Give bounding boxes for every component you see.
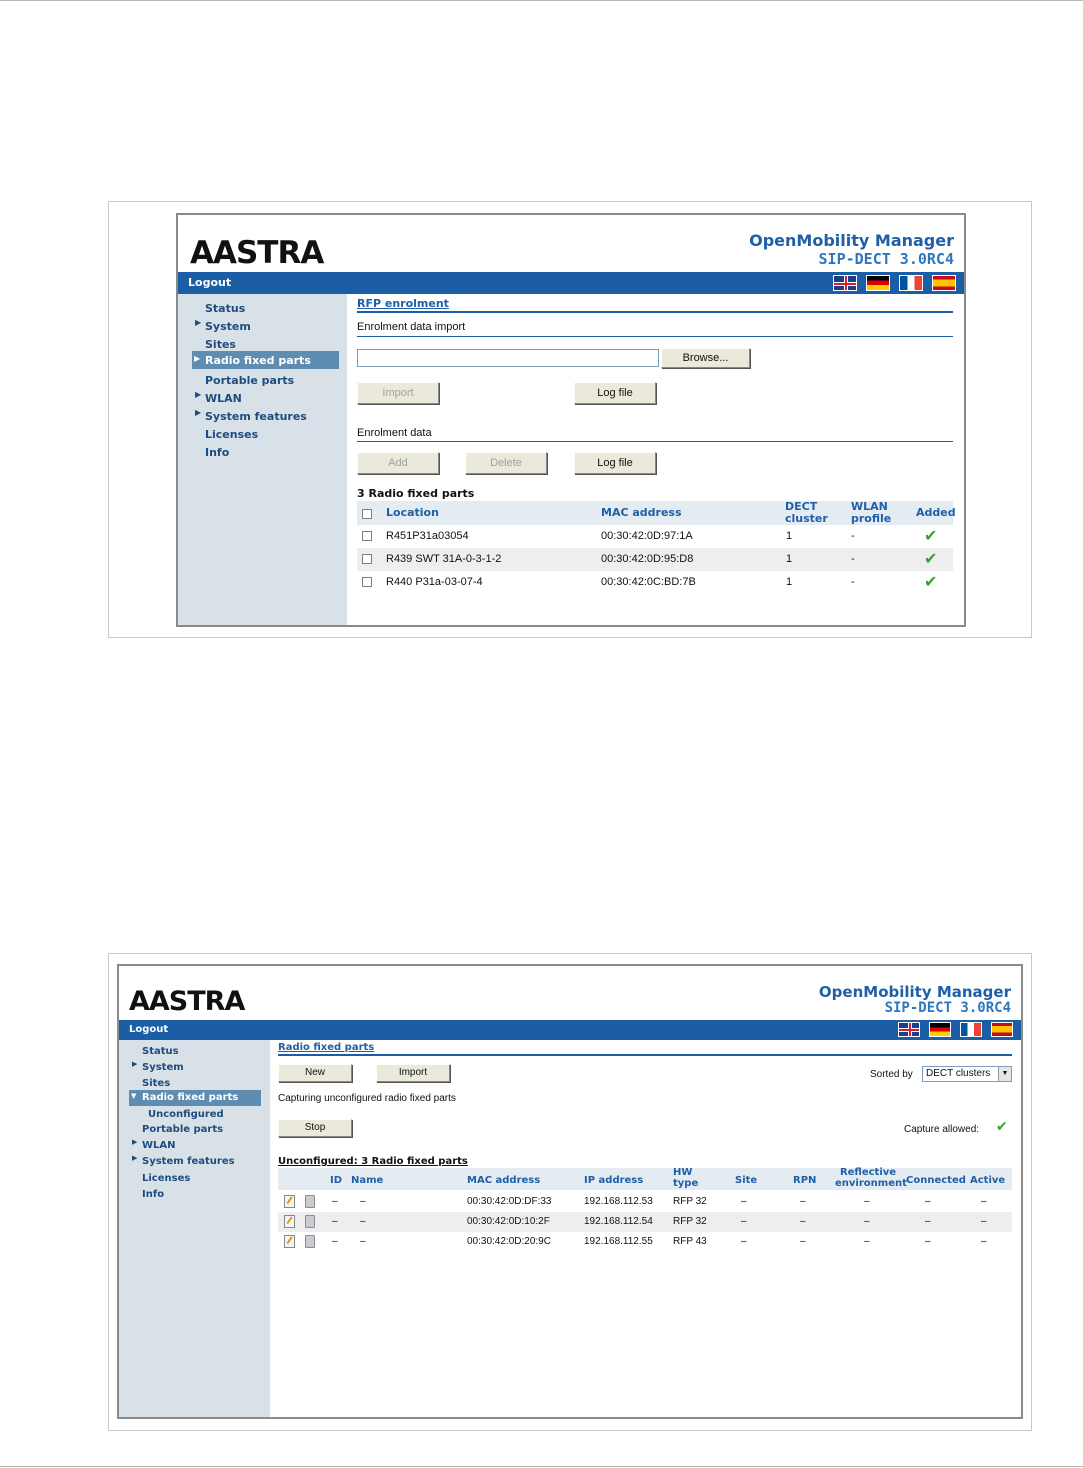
app-window-2 <box>117 964 1023 1419</box>
dect-cell: 1 <box>786 553 793 565</box>
header-bar <box>178 272 964 294</box>
site-cell: – <box>741 1216 747 1227</box>
reflective-cell: – <box>864 1236 870 1247</box>
delete-button[interactable]: Delete <box>465 452 547 474</box>
flag-es-icon[interactable] <box>991 1022 1013 1037</box>
title-divider <box>357 311 953 313</box>
data-divider <box>357 441 953 442</box>
column-header-mac[interactable]: MAC address <box>467 1175 541 1186</box>
expand-arrow-icon[interactable]: ▶ <box>132 1154 138 1162</box>
column-header-connected[interactable]: Connected <box>906 1175 966 1186</box>
column-header-rpn[interactable]: RPN <box>793 1175 817 1186</box>
column-header-wlan[interactable] <box>851 501 891 524</box>
file-path-input[interactable] <box>357 349 659 367</box>
mac-cell: 00:30:42:0D:95:D8 <box>601 553 694 565</box>
new-button[interactable]: New <box>278 1064 352 1082</box>
location-cell: R439 SWT 31A-0-3-1-2 <box>386 553 502 565</box>
screenshot-frame-1 <box>108 201 1032 638</box>
trash-icon[interactable] <box>305 1235 315 1248</box>
header-line: Reflective <box>839 1167 897 1178</box>
sidebar-item-licenses[interactable]: Licenses <box>205 428 259 441</box>
logout-link[interactable]: Logout <box>188 276 232 289</box>
logout-link[interactable]: Logout <box>129 1024 169 1035</box>
connected-cell: – <box>925 1236 931 1247</box>
expand-arrow-icon[interactable]: ▶ <box>195 390 202 399</box>
row-checkbox[interactable] <box>362 531 372 541</box>
capture-allowed-label: Capture allowed: <box>904 1124 980 1135</box>
active-cell: – <box>981 1216 987 1227</box>
active-cell: – <box>981 1236 987 1247</box>
title-divider <box>278 1054 1012 1056</box>
log-file-button[interactable]: Log file <box>574 452 656 474</box>
hw-type-cell: RFP 43 <box>673 1236 707 1247</box>
header-line: WLAN <box>851 500 888 513</box>
sort-select[interactable] <box>922 1066 1012 1082</box>
id-cell: – <box>332 1216 338 1227</box>
browse-button[interactable]: Browse... <box>661 348 750 368</box>
expand-arrow-icon[interactable]: ▶ <box>195 318 202 327</box>
stop-button[interactable]: Stop <box>278 1119 352 1137</box>
sidebar-item-system-features[interactable]: System features <box>205 410 307 423</box>
expand-arrow-icon: ▶ <box>194 354 201 363</box>
select-all-checkbox[interactable] <box>362 509 372 519</box>
header-line: environment <box>835 1177 907 1189</box>
app-version: SIP-DECT 3.0RC4 <box>884 1000 1011 1016</box>
mac-cell: 00:30:42:0C:BD:7B <box>601 576 696 588</box>
row-checkbox[interactable] <box>362 554 372 564</box>
flag-es-icon[interactable] <box>932 275 956 291</box>
enrolment-data-heading: Enrolment data <box>357 427 432 439</box>
checkmark-icon: ✔ <box>924 572 938 591</box>
location-cell: R451P31a03054 <box>386 530 469 542</box>
row-checkbox[interactable] <box>362 577 372 587</box>
sidebar-item-sites[interactable]: Sites <box>142 1078 171 1089</box>
language-flags <box>898 1022 1013 1037</box>
aastra-logo: AASTRA <box>190 235 324 271</box>
trash-icon[interactable] <box>305 1215 315 1228</box>
sidebar-item-status[interactable]: Status <box>205 302 246 315</box>
import-button[interactable]: Import <box>357 382 439 404</box>
header-line: type <box>673 1177 699 1189</box>
dect-cell: 1 <box>786 576 793 588</box>
site-cell: – <box>741 1236 747 1247</box>
sidebar-item-sites[interactable]: Sites <box>205 338 236 351</box>
collapse-arrow-icon: ▼ <box>131 1092 137 1100</box>
sidebar-item-licenses[interactable]: Licenses <box>142 1173 191 1184</box>
sidebar-item-info[interactable]: Info <box>142 1189 165 1200</box>
flag-fr-icon[interactable] <box>899 275 923 291</box>
aastra-logo: AASTRA <box>129 986 245 1017</box>
site-cell: – <box>741 1196 747 1207</box>
app-title: OpenMobility Manager <box>818 983 1011 1001</box>
header-bar <box>119 1020 1021 1040</box>
connected-cell: – <box>925 1196 931 1207</box>
rpn-cell: – <box>800 1216 806 1227</box>
expand-arrow-icon[interactable]: ▶ <box>132 1060 138 1068</box>
column-header-name[interactable]: Name <box>351 1175 384 1186</box>
screenshot-frame-2 <box>108 953 1032 1431</box>
sidebar-item-info[interactable]: Info <box>205 446 230 459</box>
wlan-cell: - <box>851 530 855 542</box>
expand-arrow-icon[interactable]: ▶ <box>195 408 202 417</box>
name-cell: – <box>360 1216 366 1227</box>
sidebar-item-unconfigured[interactable]: Unconfigured <box>148 1109 224 1120</box>
chevron-down-icon: ▼ <box>998 1067 1011 1081</box>
capture-status-text: Capturing unconfigured radio fixed parts <box>278 1093 456 1104</box>
flag-uk-icon[interactable] <box>898 1022 920 1037</box>
bottom-rule <box>0 1466 1083 1467</box>
import-button[interactable]: Import <box>376 1064 450 1082</box>
hw-type-cell: RFP 32 <box>673 1196 707 1207</box>
ip-cell: 192.168.112.53 <box>584 1196 653 1207</box>
flag-fr-icon[interactable] <box>960 1022 982 1037</box>
table-title: Unconfigured: 3 Radio fixed parts <box>278 1156 468 1167</box>
reflective-cell: – <box>864 1216 870 1227</box>
app-title: OpenMobility Manager <box>749 231 954 250</box>
id-cell: – <box>332 1196 338 1207</box>
page-title: RFP enrolment <box>357 297 449 310</box>
sorted-by-label: Sorted by <box>870 1069 913 1080</box>
sort-select-value: DECT clusters <box>926 1068 991 1079</box>
mac-cell: 00:30:42:0D:10:2F <box>467 1216 550 1227</box>
trash-icon[interactable] <box>305 1195 315 1208</box>
edit-icon[interactable] <box>284 1235 295 1248</box>
column-header-dect[interactable] <box>785 501 828 524</box>
log-file-button[interactable]: Log file <box>574 382 656 404</box>
dect-cell: 1 <box>786 530 793 542</box>
import-heading: Enrolment data import <box>357 321 466 333</box>
mac-cell: 00:30:42:0D:97:1A <box>601 530 693 542</box>
connected-cell: – <box>925 1216 931 1227</box>
column-header-site[interactable]: Site <box>735 1175 758 1186</box>
rpn-cell: – <box>800 1196 806 1207</box>
flag-de-icon[interactable] <box>866 275 890 291</box>
sidebar-item-system-features[interactable]: System features <box>142 1156 235 1167</box>
app-version: SIP-DECT 3.0RC4 <box>818 250 954 268</box>
checkmark-icon: ✔ <box>924 549 938 568</box>
language-flags <box>833 275 956 291</box>
top-rule <box>0 0 1083 1</box>
sidebar-item-label: Radio fixed parts <box>205 354 311 367</box>
checkmark-icon: ✔ <box>996 1119 1008 1135</box>
sidebar-item-label: Radio fixed parts <box>142 1092 239 1103</box>
sidebar-item-radio-fixed-parts[interactable] <box>129 1090 261 1106</box>
column-header-id[interactable]: ID <box>330 1175 343 1186</box>
sidebar <box>178 294 347 625</box>
sidebar-item-status[interactable]: Status <box>142 1046 179 1057</box>
mac-cell: 00:30:42:0D:20:9C <box>467 1236 551 1247</box>
active-cell: – <box>981 1196 987 1207</box>
header-line: HW <box>673 1167 693 1178</box>
expand-arrow-icon[interactable]: ▶ <box>132 1138 138 1146</box>
rfp-count-label: 3 Radio fixed parts <box>357 487 475 500</box>
wlan-cell: - <box>851 576 855 588</box>
column-header-mac[interactable]: MAC address <box>601 506 682 519</box>
sidebar-item-portable-parts[interactable]: Portable parts <box>142 1124 224 1135</box>
flag-uk-icon[interactable] <box>833 275 857 291</box>
location-cell: R440 P31a-03-07-4 <box>386 576 483 588</box>
header-line: cluster <box>785 511 828 525</box>
app-window-1 <box>176 213 966 627</box>
column-header-location[interactable]: Location <box>386 506 439 519</box>
column-header-reflective[interactable] <box>835 1167 907 1189</box>
sidebar-item-portable-parts[interactable]: Portable parts <box>205 374 295 387</box>
add-button[interactable]: Add <box>357 452 439 474</box>
id-cell: – <box>332 1236 338 1247</box>
sidebar-item-wlan[interactable]: WLAN <box>142 1140 176 1151</box>
checkmark-icon: ✔ <box>924 526 938 545</box>
flag-de-icon[interactable] <box>929 1022 951 1037</box>
name-cell: – <box>360 1196 366 1207</box>
edit-icon[interactable] <box>284 1195 295 1208</box>
sidebar-item-wlan[interactable]: WLAN <box>205 392 242 405</box>
hw-type-cell: RFP 32 <box>673 1216 707 1227</box>
reflective-cell: – <box>864 1196 870 1207</box>
column-header-active[interactable]: Active <box>970 1175 1006 1186</box>
sidebar-item-radio-fixed-parts[interactable] <box>192 351 339 369</box>
rpn-cell: – <box>800 1236 806 1247</box>
ip-cell: 192.168.112.55 <box>584 1236 653 1247</box>
edit-icon[interactable] <box>284 1215 295 1228</box>
sidebar-item-system[interactable]: System <box>205 320 251 333</box>
import-divider <box>357 336 953 337</box>
column-header-added[interactable]: Added <box>916 506 956 519</box>
header-line: DECT <box>785 500 818 513</box>
column-header-hw-type[interactable] <box>673 1168 698 1189</box>
header-line: profile <box>851 511 892 525</box>
mac-cell: 00:30:42:0D:DF:33 <box>467 1196 552 1207</box>
column-header-ip[interactable]: IP address <box>584 1175 644 1186</box>
sidebar-item-system[interactable]: System <box>142 1062 184 1073</box>
name-cell: – <box>360 1236 366 1247</box>
wlan-cell: - <box>851 553 855 565</box>
ip-cell: 192.168.112.54 <box>584 1216 653 1227</box>
page-title: Radio fixed parts <box>278 1042 375 1053</box>
